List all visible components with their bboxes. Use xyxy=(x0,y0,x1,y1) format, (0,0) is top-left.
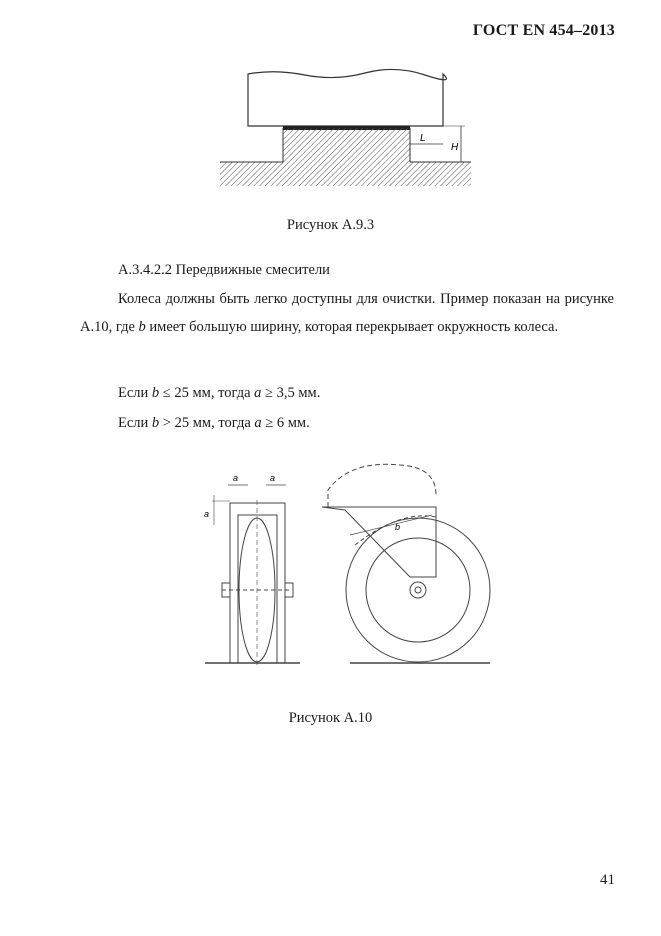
figure-a9-3 xyxy=(215,66,475,190)
condition-2: Если b > 25 мм, тогда a ≥ 6 мм. xyxy=(118,415,310,431)
caster-fork xyxy=(322,507,436,577)
figure-a10 xyxy=(200,455,500,670)
para-var-b: b xyxy=(138,319,146,335)
floor-base xyxy=(220,128,471,186)
dim-label-L: L xyxy=(420,133,426,144)
document-header: ГОСТ EN 454–2013 xyxy=(472,22,615,39)
figure-a10-caption: Рисунок А.10 xyxy=(288,710,373,726)
figure-a9-3-caption: Рисунок А.9.3 xyxy=(286,217,375,233)
dim-label-b: b xyxy=(395,522,401,532)
body-paragraph xyxy=(80,285,614,341)
machine-body xyxy=(248,69,446,126)
para-text-1: Колеса должны быть легко доступны для очистки. Пример показан на рисунке А.10, где xyxy=(80,291,614,335)
dim-label-a-vertical: a xyxy=(204,509,210,519)
dim-label-a-right: a xyxy=(270,473,276,483)
dim-label-a-left: a xyxy=(233,473,239,483)
clause-heading: А.3.4.2.2 Передвижные смесители xyxy=(118,262,330,278)
page-number: 41 xyxy=(600,872,615,888)
dim-label-H: H xyxy=(451,142,459,153)
para-text-2: имеет большую ширину, которая перекрывает окружность колеса. xyxy=(145,319,559,335)
condition-1: Если b ≤ 25 мм, тогда a ≥ 3,5 мм. xyxy=(118,385,321,401)
wheel-side-outer xyxy=(346,518,490,662)
